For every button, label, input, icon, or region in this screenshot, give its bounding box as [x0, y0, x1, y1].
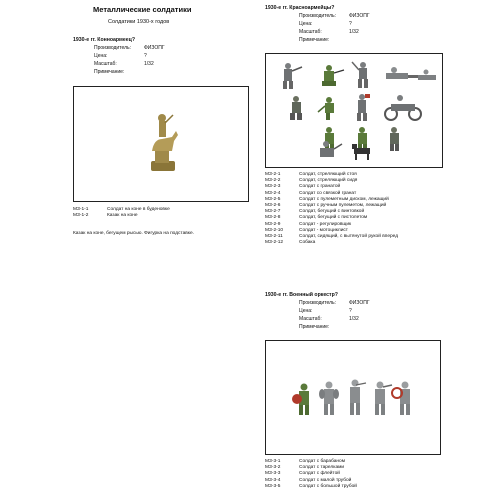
soldier-figure-icon [418, 70, 436, 81]
meta-value: 1/32 [144, 61, 154, 67]
meta-value: ? [349, 308, 352, 314]
item-name: Солдат со связкой гранат [299, 190, 357, 196]
item-code: МЗ-3-4 [265, 477, 281, 483]
meta-value [349, 36, 389, 44]
meta-label: Производитель: [94, 45, 131, 51]
meta-label: Цена: [299, 21, 313, 27]
item-code: МЗ-2-2 [265, 178, 281, 184]
item-name: Солдат, стреляющий стоя [299, 172, 357, 177]
soldier-figures-group-icon [266, 54, 442, 167]
list-item [265, 484, 357, 490]
right-top-item-list [265, 172, 398, 246]
left-meta [94, 44, 184, 76]
soldier-figure-icon [390, 127, 399, 151]
item-name: Солдат, стреляющий сидя [299, 178, 358, 184]
item-name: Солдат - регулировщик [299, 221, 352, 227]
item-name: Солдат на коне в буденовке [107, 207, 170, 212]
item-code: МЗ-1-2 [73, 213, 89, 219]
item-name: Солдат, сидящий, с вытянутой рукой вперед [299, 233, 399, 239]
item-name: Собака [299, 240, 316, 246]
meta-label: Масштаб: [94, 61, 117, 67]
item-name: Казак на коне [107, 213, 138, 219]
meta-label: Примечание: [299, 37, 330, 43]
band-figures-group-icon [266, 341, 440, 454]
meta-label: Производитель: [299, 13, 336, 19]
item-code: МЗ-3-5 [265, 483, 281, 489]
item-name: Солдат с флейтой [299, 471, 340, 477]
right-top-photo-frame [265, 53, 443, 168]
left-photo-frame [73, 86, 249, 202]
meta-value [349, 323, 389, 331]
item-code: МЗ-2-10 [265, 227, 284, 233]
soldier-figure-icon [283, 63, 302, 89]
item-name: Солдат с большой трубой [299, 483, 357, 489]
meta-value: ФИЗОПГ [144, 45, 165, 51]
right-bottom-section-title: 1930-е гг. Военный оркестр? [265, 292, 338, 298]
meta-label: Цена: [299, 308, 313, 314]
right-bottom-meta [299, 299, 389, 331]
meta-value: ? [349, 21, 352, 27]
left-description: Казак на коне, бегущем рысью. Фигурка на подставке. [73, 231, 194, 236]
soldier-figure-icon [325, 127, 334, 151]
tuba-player-figure-icon [392, 382, 410, 416]
meta-label: Примечание: [299, 324, 330, 330]
horse-rider-figure-icon [146, 111, 180, 173]
item-code: МЗ-2-12 [265, 240, 284, 246]
cymbals-player-figure-icon [319, 382, 339, 416]
right-top-meta [299, 12, 389, 44]
item-code: МЗ-2-9 [265, 221, 281, 227]
item-name: Солдат с барабаном [299, 459, 346, 464]
page-title: Металлические солдатики [93, 5, 192, 14]
motorcycle-figure-icon [385, 95, 421, 120]
meta-label: Производитель: [299, 300, 336, 306]
item-name: Солдат с ручным пулеметом, лежащий [299, 202, 387, 208]
soldier-figure-icon [358, 127, 367, 151]
meta-value [144, 68, 184, 76]
meta-label: Масштаб: [299, 29, 322, 35]
trumpeter-figure-icon [375, 382, 392, 416]
item-code: МЗ-2-3 [265, 184, 281, 190]
item-code: МЗ-1-1 [73, 207, 89, 212]
item-code: МЗ-3-1 [265, 459, 281, 464]
left-section-title: 1930-е гг. Конноармеец? [73, 37, 135, 43]
item-name: Солдат, бегущий с винтовкой [299, 209, 365, 215]
left-item-list [73, 207, 170, 219]
right-bottom-photo-frame [265, 340, 441, 455]
item-code: МЗ-2-11 [265, 233, 283, 239]
meta-label: Масштаб: [299, 316, 322, 322]
right-top-section-title: 1930-е гг. Красноармейцы? [265, 5, 335, 11]
soldier-figure-icon [322, 65, 344, 86]
item-code: МЗ-3-2 [265, 465, 281, 471]
meta-value: 1/32 [349, 29, 359, 35]
item-code: МЗ-2-1 [265, 172, 281, 177]
list-item [73, 213, 170, 219]
item-name: Солдат с гранатой [299, 184, 341, 190]
list-item [265, 240, 398, 246]
drummer-figure-icon [292, 384, 309, 416]
item-code: МЗ-2-6 [265, 202, 281, 208]
item-name: Солдат с пулеметным диском, лежащий [299, 196, 389, 202]
left-subtitle: Солдатики 1930-х годов [108, 19, 170, 25]
item-code: МЗ-2-4 [265, 190, 281, 196]
item-code: МЗ-2-7 [265, 209, 281, 215]
meta-value: ФИЗОПГ [349, 300, 370, 306]
item-code: МЗ-3-3 [265, 471, 281, 477]
soldier-figure-icon [352, 62, 368, 88]
item-name: Солдат - мотоциклист [299, 227, 348, 233]
meta-label: Цена: [94, 53, 108, 59]
meta-value: ? [144, 53, 147, 59]
item-name: Солдат с тарелками [299, 465, 345, 471]
soldier-figure-icon [357, 94, 370, 121]
right-bottom-item-list [265, 459, 357, 490]
soldier-figure-icon [386, 67, 418, 79]
meta-label: Примечание: [94, 69, 125, 75]
item-code: МЗ-2-8 [265, 215, 281, 221]
soldier-figure-icon [290, 96, 302, 120]
item-name: Солдат, бегущий с пистолетом [299, 215, 368, 221]
flutist-figure-icon [350, 380, 366, 416]
meta-value: ФИЗОПГ [349, 13, 370, 19]
item-code: МЗ-2-5 [265, 196, 281, 202]
meta-value: 1/32 [349, 316, 359, 322]
soldier-figure-icon [318, 97, 334, 120]
item-name: Солдат с малой трубой [299, 477, 352, 483]
